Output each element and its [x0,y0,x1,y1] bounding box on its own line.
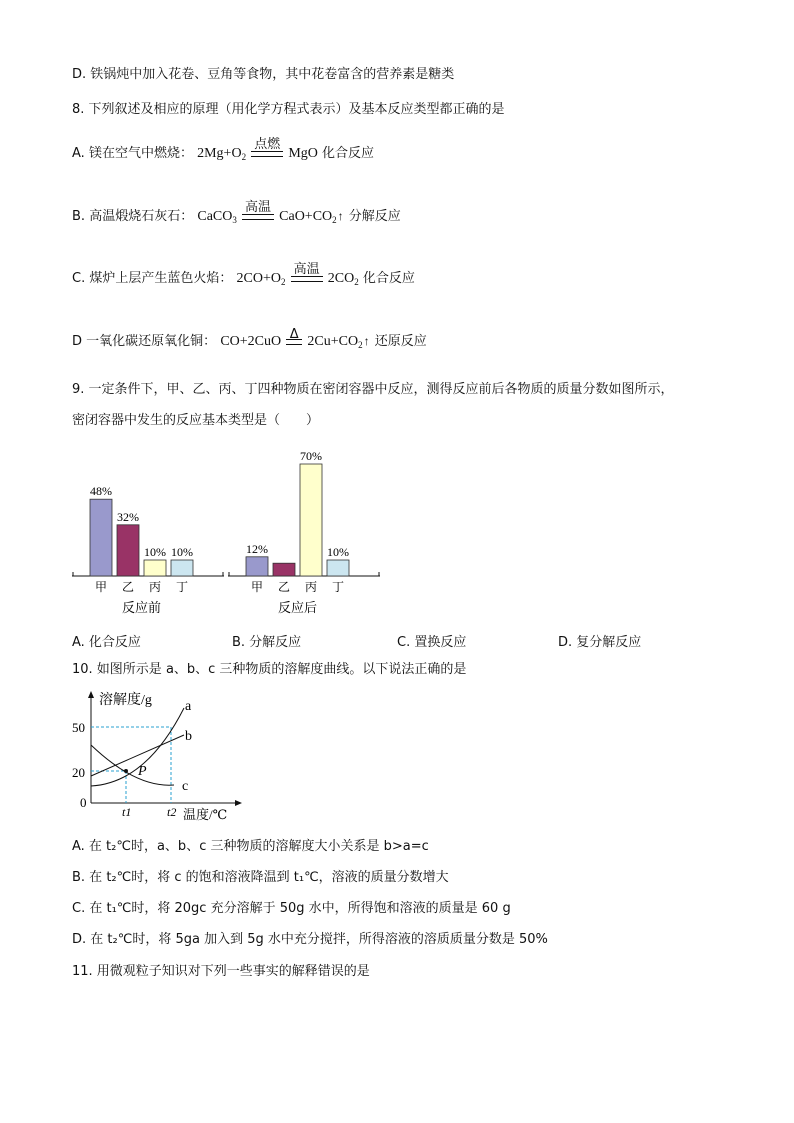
x-axis-label: 温度/℃ [183,807,228,822]
equation-lhs: $2CO+O_2$ [236,271,286,287]
bar-after-0 [246,557,268,576]
bar-value-label: 48% [90,484,112,499]
chart-xlabel: 反应后 [277,600,318,615]
q8-stem: 8. 下列叙述及相应的原理（用化学方程式表示）及基本反应类型都正确的是 [72,102,505,117]
series-label-a: a [185,699,192,714]
reaction-type: 化合反应 [362,271,415,286]
reaction-condition: 点燃 [250,145,284,163]
q7-option-d: D. 铁锅炖中加入花卷、豆角等食物，其中花卷富含的营养素是糖类 [72,67,455,82]
q9-option-b[interactable]: B. 分解反应 [232,635,302,650]
category-label: 丙 [304,580,318,594]
bar-value-label: 10% [327,545,349,559]
bar-value-label: 12% [246,541,268,556]
x-tick-t1: t1 [122,805,132,819]
y-tick-0: 0 [80,795,87,810]
option-desc: 高温煅烧石灰石： [89,209,194,224]
q10-option-a[interactable]: A. 在 t₂℃时，a、b、c 三种物质的溶解度大小关系是 b>a=c [72,839,429,854]
bar-after-2 [300,464,322,576]
solubility-chart [66,688,266,828]
reaction-type: 还原反应 [374,334,427,349]
equation-lhs: $2Mg+O_2$ [197,146,247,162]
category-label: 乙 [121,580,135,594]
y-axis-arrow-icon [88,691,94,698]
bar-after-1 [273,563,295,576]
q9-stem-line2: 密闭容器中发生的反应基本类型是（ ） [72,413,320,428]
equation-lhs: CaCO$_3$ [197,209,237,225]
bar-after-3 [327,560,349,576]
q10-stem: 10. 如图所示是 a、b、c 三种物质的溶解度曲线。以下说法正确的是 [72,662,467,677]
q10-option-d[interactable]: D. 在 t₂℃时，将 5ga 加入到 5g 水中充分搅拌，所得溶液的溶质质量分数是 50% [72,932,548,947]
category-label: 甲 [250,580,264,594]
category-label: 丁 [331,580,345,594]
q8-option-a [72,137,375,166]
option-label: C. [72,271,86,286]
q11-stem: 11. 用微观粒子知识对下列一些事实的解释错误的是 [72,964,370,979]
y-axis-label: 溶解度/g [99,693,152,708]
category-label: 丙 [148,580,162,594]
q8-option-d [72,327,427,354]
equation-lhs: CO+2CuO [220,334,282,349]
chart-xlabel: 反应前 [121,600,162,615]
option-desc: 煤炉上层产生蓝色火焰： [89,271,233,286]
bar-value-label: 10% [171,545,193,559]
bar-before-1 [117,525,139,576]
category-label: 丁 [175,580,189,594]
reaction-condition: Δ [285,333,303,351]
option-desc: 一氧化碳还原氧化铜： [86,334,217,349]
q9-options [72,631,712,649]
equation-rhs: $CaO+CO_2↑$ [279,209,344,225]
q8-option-c [72,262,415,291]
bar-before-0 [90,499,112,576]
bar-before-2 [144,560,166,576]
q10-option-b[interactable]: B. 在 t₂℃时，将 c 的饱和溶液降温到 t₁℃，溶液的质量分数增大 [72,870,449,885]
intersection-point [124,769,128,773]
q9-stem-line1: 9. 一定条件下，甲、乙、丙、丁四种物质在密闭容器中反应，测得反应前后各物质的质量分数如图所示， [72,382,674,397]
q8-option-b [72,200,401,229]
q9-option-c[interactable]: C. 置换反应 [397,635,467,650]
option-desc: 镁在空气中燃烧： [88,146,193,161]
x-axis-arrow-icon [235,800,242,806]
x-tick-t2: t2 [167,805,177,819]
category-label: 乙 [277,580,291,594]
y-tick-20: 20 [72,765,85,780]
equation-rhs: $2CO_2$ [327,271,359,287]
series-label-c: c [182,779,189,794]
equation-rhs: MgO [288,146,318,161]
reaction-type: 分解反应 [348,209,401,224]
category-label: 甲 [94,580,108,594]
bar-value-label: 10% [144,545,166,559]
reaction-condition: 高温 [290,270,324,288]
reaction-type: 化合反应 [322,146,375,161]
option-label: A. [72,146,85,161]
bar-value-label: 32% [117,509,139,524]
point-label: P [138,764,147,779]
series-label-b: b [185,729,192,744]
bar-before-3 [171,560,193,576]
reaction-condition: 高温 [241,208,275,226]
q9-option-a[interactable]: A. 化合反应 [72,635,141,650]
q9-option-d[interactable]: D. 复分解反应 [558,635,642,650]
equation-rhs: $2Cu+CO_2↑$ [307,334,370,350]
bar-charts [60,430,390,620]
bar-value-label: 70% [300,449,322,463]
q10-option-c[interactable]: C. 在 t₁℃时，将 20gc 充分溶解于 50g 水中，所得饱和溶液的质量是 60 g [72,901,511,916]
option-label: B. [72,209,86,224]
option-label: D [72,334,83,349]
curve-c [91,745,174,785]
y-tick-50: 50 [72,720,85,735]
